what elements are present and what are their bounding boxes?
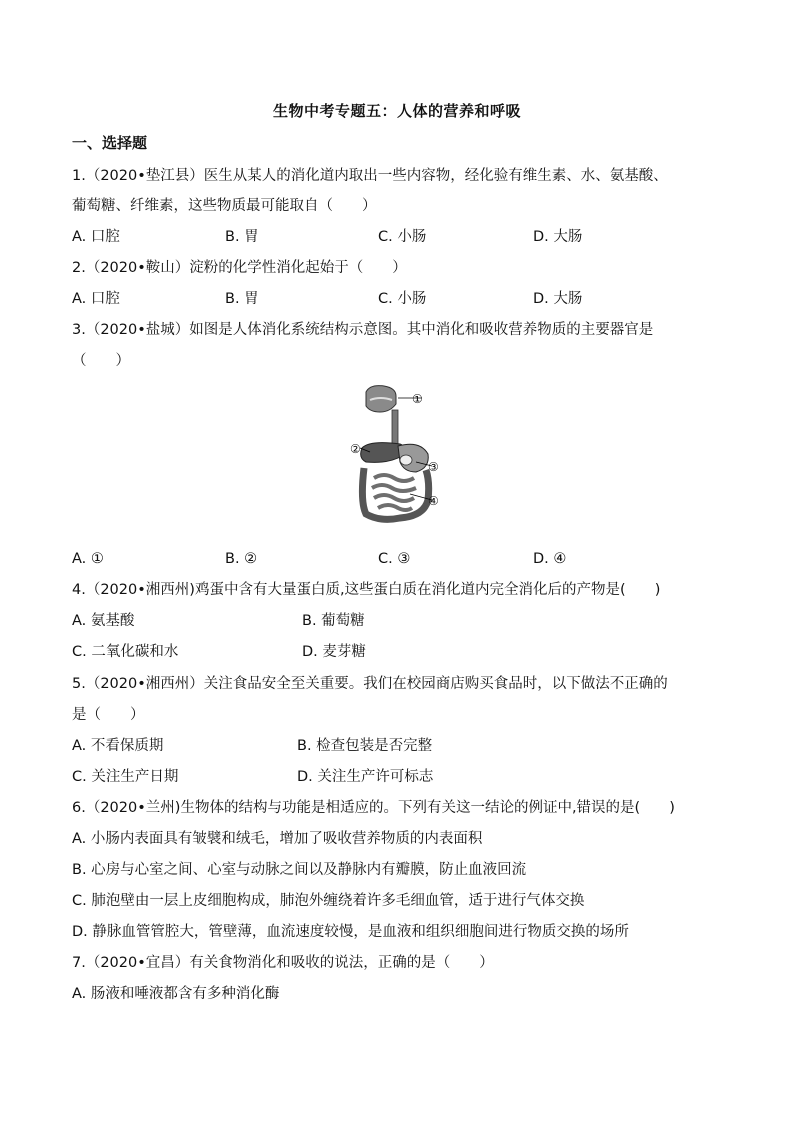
q1-stem-line-1: 1.（2020•垫江县）医生从某人的消化道内取出一些内容物，经化验有维生素、水、氨基酸、 [72,168,668,184]
q5-stem-line-1: 5.（2020•湘西州）关注食品安全至关重要。我们在校园商店购买食品时，以下做法不正确的 [72,676,668,692]
q3-stem-line-1: 3.（2020•盐城）如图是人体消化系统结构示意图。其中消化和吸收营养物质的主要器官是 [72,322,654,338]
q5-stem-line-2: 是（ ） [72,707,145,723]
q4-option-d: D. 麦芽糖 [302,644,366,660]
q1-option-a: A. 口腔 [72,229,120,245]
q3-option-c: C. ③ [378,551,411,567]
figure-label-3: ③ [428,460,439,474]
q2-stem-line-1: 2.（2020•鞍山）淀粉的化学性消化起始于（ ） [72,260,407,276]
q4-option-c: C. 二氧化碳和水 [72,644,179,660]
q1-option-d: D. 大肠 [533,229,583,245]
q5-option-d: D. 关注生产许可标志 [297,769,434,785]
section-heading: 一、选择题 [72,134,148,152]
digestive-system-diagram [340,382,450,532]
q6-option-b: B. 心房与心室之间、心室与动脉之间以及静脉内有瓣膜，防止血液回流 [72,862,527,878]
q4-stem-line-1: 4.（2020•湘西州)鸡蛋中含有大量蛋白质,这些蛋白质在消化道内完全消化后的产物是( ) [72,582,661,598]
figure-label-1: ① [412,392,423,406]
q3-option-b: B. ② [225,551,258,567]
q2-option-d: D. 大肠 [533,291,583,307]
q2-option-c: C. 小肠 [378,291,427,307]
q4-option-a: A. 氨基酸 [72,613,135,629]
q2-option-a: A. 口腔 [72,291,120,307]
q3-option-a: A. ① [72,551,104,567]
figure-label-4: ④ [428,494,439,508]
page-title: 生物中考专题五：人体的营养和呼吸 [272,102,521,120]
q6-option-c: C. 肺泡壁由一层上皮细胞构成，肺泡外缠绕着许多毛细血管，适于进行气体交换 [72,893,585,909]
q5-option-b: B. 检查包装是否完整 [297,738,433,754]
q1-stem-line-2: 葡萄糖、纤维素，这些物质最可能取自（ ） [72,198,377,214]
q1-option-c: C. 小肠 [378,229,427,245]
figure-label-2: ② [350,442,361,456]
q6-option-a: A. 小肠内表面具有皱襞和绒毛，增加了吸收营养物质的内表面积 [72,831,483,847]
q7-option-a: A. 肠液和唾液都含有多种消化酶 [72,986,280,1002]
q7-stem-line-1: 7.（2020•宜昌）有关食物消化和吸收的说法，正确的是（ ） [72,955,494,971]
digestive-system-illustration [340,382,450,532]
q5-option-a: A. 不看保质期 [72,738,164,754]
q2-option-b: B. 胃 [225,291,259,307]
q4-option-b: B. 葡萄糖 [302,613,365,629]
q1-option-b: B. 胃 [225,229,259,245]
q3-stem-line-2: （ ） [72,353,130,369]
q3-option-d: D. ④ [533,551,567,567]
q6-option-d: D. 静脉血管管腔大，管壁薄，血流速度较慢，是血液和组织细胞间进行物质交换的场所 [72,924,629,940]
q5-option-c: C. 关注生产日期 [72,769,179,785]
q6-stem-line-1: 6.（2020•兰州)生物体的结构与功能是相适应的。下列有关这一结论的例证中,错误的是( ) [72,800,675,816]
